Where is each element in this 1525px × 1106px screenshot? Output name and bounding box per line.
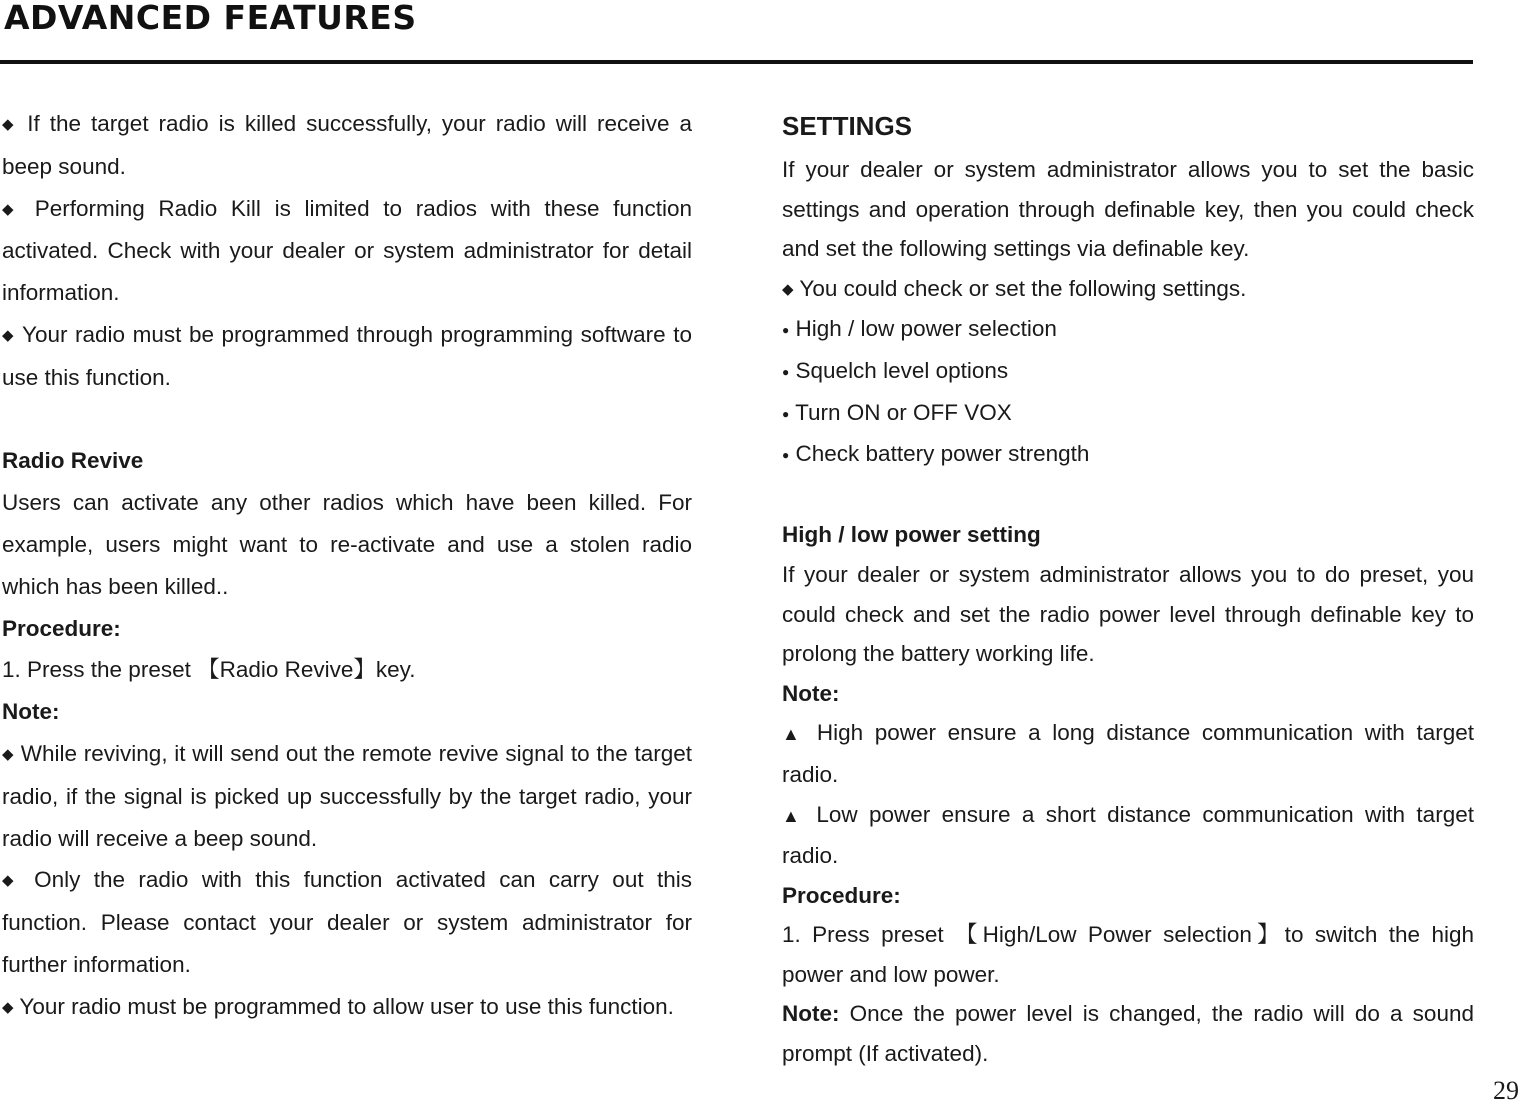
diamond-bullet-icon: ◆ bbox=[2, 326, 15, 344]
settings-item: ● Turn ON or OFF VOX bbox=[782, 399, 1012, 425]
power-setting-body: If your dealer or system administrator allows you to do preset, you could check and set the radio power level through definable key to prolong the battery working life. bbox=[782, 561, 1474, 667]
dot-bullet-icon: ● bbox=[782, 448, 790, 463]
left-column bbox=[2, 103, 692, 1029]
dot-bullet-icon: ● bbox=[782, 364, 790, 379]
procedure-label: Procedure: bbox=[782, 882, 901, 908]
settings-item: ● Check battery power strength bbox=[782, 441, 1090, 467]
right-column bbox=[782, 102, 1474, 1074]
diamond-bullet-icon: ◆ bbox=[2, 998, 14, 1016]
note-label: Note: bbox=[2, 699, 60, 725]
page-number: 29 bbox=[1493, 1076, 1519, 1105]
procedure-label: Procedure: bbox=[2, 615, 121, 641]
diamond-bullet-icon: ◆ bbox=[2, 745, 15, 763]
procedure-step: 1. Press the preset 【Radio Revive】key. bbox=[2, 657, 416, 683]
kill-bullet-3: ◆ Your radio must be programmed through programming software to use this function. bbox=[2, 321, 692, 390]
note-bullet-2: ◆ Only the radio with this function activated can carry out this function. Please contact your dealer or system administrator for further information. bbox=[2, 867, 692, 977]
power-setting-heading: High / low power setting bbox=[782, 522, 1041, 548]
diamond-bullet-icon: ◆ bbox=[782, 280, 794, 298]
settings-body: If your dealer or system administrator allows you to set the basic settings and operation through definable key, then you could check and set the following settings via definable key. bbox=[782, 157, 1474, 262]
settings-bullet: ◆ You could check or set the following settings. bbox=[782, 275, 1247, 301]
dot-bullet-icon: ● bbox=[782, 323, 790, 338]
header-divider bbox=[0, 60, 1473, 64]
radio-revive-body: Users can activate any other radios which have been killed. For example, users might want to re-activate and use a stolen radio which has been killed.. bbox=[2, 490, 692, 599]
final-note-label: Note: bbox=[782, 1001, 840, 1027]
note-bullet-3: ◆ Your radio must be programmed to allow user to use this function. bbox=[2, 993, 674, 1019]
dot-bullet-icon: ● bbox=[782, 406, 790, 421]
final-note bbox=[782, 994, 1474, 1073]
diamond-bullet-icon: ◆ bbox=[2, 200, 21, 218]
final-note-text: Once the power level is changed, the radio will do a sound prompt (If activated). bbox=[782, 1001, 1474, 1067]
note-bullet-1: ◆ While reviving, it will send out the remote revive signal to the target radio, if the signal is picked up successfully by the target radio, your radio will receive a beep sound. bbox=[2, 740, 692, 851]
diamond-bullet-icon: ◆ bbox=[2, 872, 21, 890]
diamond-bullet-icon: ◆ bbox=[2, 116, 18, 133]
note-item-1: ▲ High power ensure a long distance communication with target radio. bbox=[782, 720, 1474, 787]
procedure-step: 1. Press preset 【High/Low Power selection】to switch the high power and low power. bbox=[782, 922, 1474, 987]
note-item-2: ▲ Low power ensure a short distance communication with target radio. bbox=[782, 801, 1474, 869]
settings-item: ● Squelch level options bbox=[782, 357, 1009, 383]
kill-bullet-1: ◆ If the target radio is killed successfully, your radio will receive a beep sound. bbox=[2, 111, 692, 179]
triangle-bullet-icon: ▲ bbox=[782, 724, 806, 745]
triangle-bullet-icon: ▲ bbox=[782, 805, 805, 826]
note-label: Note: bbox=[782, 680, 840, 706]
settings-heading: SETTINGS bbox=[782, 111, 913, 141]
page-title: ADVANCED FEATURES bbox=[4, 0, 417, 37]
kill-bullet-2: ◆ Performing Radio Kill is limited to radios with these function activated. Check with your dealer or system administrator for detail information. bbox=[2, 195, 692, 306]
radio-revive-heading: Radio Revive bbox=[2, 448, 144, 474]
settings-item: ● High / low power selection bbox=[782, 316, 1057, 342]
